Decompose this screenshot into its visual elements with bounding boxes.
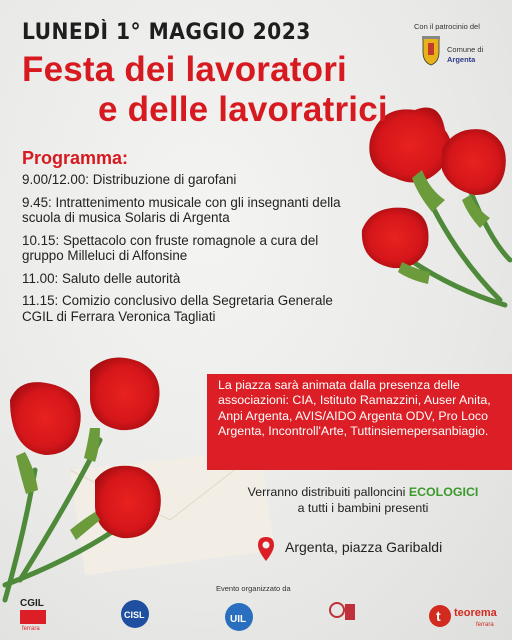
town-name: Argenta [447, 55, 476, 64]
cisl-logo [118, 598, 152, 630]
event-date: LUNEDÌ 1° MAGGIO 2023 [22, 20, 311, 45]
balloons-text: Verranno distribuiti palloncini [247, 485, 409, 499]
program-item: 9.45: Intrattenimento musicale con gli insegnanti della scuola di musica Solaris di Argenta [22, 194, 341, 225]
uil-logo [222, 599, 256, 635]
event-location: Argenta, piazza Garibaldi [285, 539, 443, 555]
patronage-label: Con il patrocinio del [414, 22, 480, 31]
cisl-logo-text: CISL [124, 610, 145, 620]
program-list [22, 172, 352, 331]
svg-text:t: t [436, 608, 441, 624]
teorema-logo-text: teorema [454, 607, 497, 619]
program-heading: Programma: [22, 148, 129, 168]
map-pin-icon [256, 536, 276, 562]
program-item: 11.15: Comizio conclusivo della Segretaria Generale CGIL di Ferrara Veronica Tagliati [22, 293, 333, 324]
associations-text: La piazza sarà animata dalla presenza delle associazioni: CIA, Istituto Ramazzini, Auser Anita, Anpi Argenta, AVIS/AIDO Argenta ODV, Pro Loco Argenta, Incontroll'Arte, Tuttinsiemepersanbiagio. [218, 378, 491, 438]
town-prefix: Comune di [447, 45, 484, 54]
uil-logo-text: UIL [230, 614, 247, 625]
teorema-logo-subtext: ferrara [476, 622, 494, 628]
patronage-town [447, 45, 483, 65]
cgil-logo [20, 596, 48, 632]
cgil-logo-text: CGIL [20, 598, 44, 609]
event-title-line2: e delle lavoratrici [98, 90, 388, 129]
organized-by-label: Evento organizzato da [216, 584, 291, 593]
balloons-highlight: ECOLOGICI [408, 485, 479, 499]
program-item: 11.00: Saluto delle autorità [22, 270, 181, 286]
balloons-text-line2: a tutti i bambini presenti [297, 501, 429, 515]
program-item: 9.00/12.00: Distribuzione di garofani [22, 172, 237, 187]
event-title-line1: Festa dei lavoratori [22, 50, 347, 89]
anpi-logo [327, 598, 357, 628]
teorema-logo [428, 601, 508, 631]
municipal-crest-icon [419, 36, 443, 66]
balloons-notice [218, 484, 508, 516]
cgil-logo-subtext: ferrara [22, 626, 40, 632]
program-item: 10.15: Spettacolo con fruste romagnole a cura del gruppo Milleluci di Alfonsine [22, 232, 319, 263]
